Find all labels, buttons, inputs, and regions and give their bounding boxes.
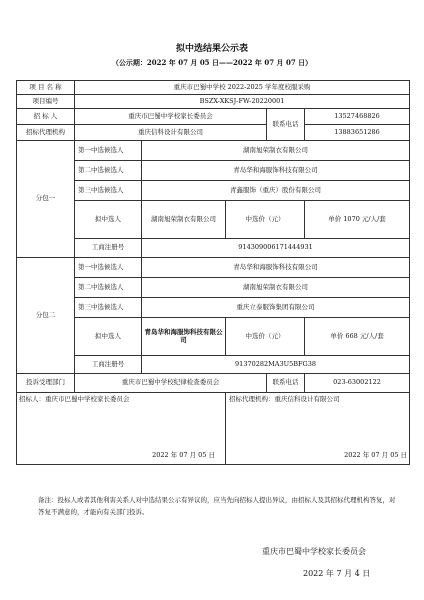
agency-label: 招标代理机构 xyxy=(17,125,75,141)
candidate-label: 第二中选候选人 xyxy=(75,161,142,181)
winner-label: 拟中选人 xyxy=(75,201,142,239)
winner-value: 湖南旭荣制衣有限公司 xyxy=(142,201,226,239)
footer-organization: 重庆市巴蜀中学校家长委员会 xyxy=(262,547,366,556)
contact-label: 联系电话 xyxy=(267,109,305,141)
candidate-value: 重庆立泰服饰集团有限公司 xyxy=(142,298,410,318)
package-1-label: 分包一 xyxy=(17,141,75,258)
reg-label: 工商注册号 xyxy=(75,356,142,374)
result-table xyxy=(16,80,410,465)
agency-signature-date: 2022 年 07 月 05 日 xyxy=(344,450,408,459)
package-2-label: 分包二 xyxy=(17,258,75,374)
winner-value: 青岛华和海服饰科技有限公司 xyxy=(142,318,226,356)
project-name-value: 重庆市巴蜀中学校 2022-2025 学年度校服采购 xyxy=(75,81,410,95)
price-value: 单价 668 元/人/套 xyxy=(305,318,410,356)
publicity-period: （公示期：2022 年 07 月 05 日——2022 年 07 月 07 日） xyxy=(111,58,313,67)
candidate-value: 青鑫服饰（重庆）股份有限公司 xyxy=(142,181,410,201)
candidate-label: 第一中选候选人 xyxy=(75,258,142,278)
candidate-label: 第三中选候选人 xyxy=(75,298,142,318)
candidate-value: 青岛华和海服饰科技有限公司 xyxy=(142,161,410,181)
complaint-phone: 023-63002122 xyxy=(305,374,410,393)
agency-phone: 13883651286 xyxy=(305,125,410,141)
candidate-value: 湖南旭荣制衣有限公司 xyxy=(142,278,410,298)
reg-value: 91370282MA3U5BFG38 xyxy=(142,356,410,374)
candidate-label: 第二中选候选人 xyxy=(75,278,142,298)
candidate-value: 湖南旭荣制衣有限公司 xyxy=(142,141,410,161)
winner-label: 拟中选人 xyxy=(75,318,142,356)
project-no-label: 项目编号 xyxy=(17,95,75,109)
price-value: 单价 1070 元/人/套 xyxy=(305,201,410,239)
agency-signature-label: 招标代理机构：重庆信科设计有限公司 xyxy=(229,395,340,403)
tenderer-signature-box xyxy=(17,393,226,465)
tenderer-phone: 13527468826 xyxy=(305,109,410,125)
candidate-label: 第三中选候选人 xyxy=(75,181,142,201)
page-title: 拟中选结果公示表 xyxy=(175,44,248,54)
complaint-contact-label: 联系电话 xyxy=(267,374,305,393)
footer-date: 2022 年 7 月 4 日 xyxy=(303,569,371,578)
candidate-label: 第一中选候选人 xyxy=(75,141,142,161)
price-label: 中选价（元） xyxy=(226,318,305,356)
reg-label: 工商注册号 xyxy=(75,239,142,258)
price-label: 中选价（元） xyxy=(226,201,305,239)
reg-value: 914309006171444931 xyxy=(142,239,410,258)
tenderer-signature-date: 2022 年 07 月 05 日 xyxy=(152,450,215,459)
tenderer-label: 招 标 人 xyxy=(17,109,75,125)
agency-value: 重庆信科设计有限公司 xyxy=(75,125,267,141)
candidate-value: 青岛华和海服饰科技有限公司 xyxy=(142,258,410,278)
tenderer-value: 重庆市巴蜀中学校家长委员会 xyxy=(75,109,267,125)
project-name-label: 项 目 名 称 xyxy=(17,81,75,95)
complaint-label: 投诉受理部门 xyxy=(17,374,75,393)
complaint-value: 重庆市巴蜀中学校纪律检查委员会 xyxy=(75,374,267,393)
tenderer-signature-label: 招标人：重庆市巴蜀中学校家长委员会 xyxy=(19,395,130,403)
agency-signature-box xyxy=(226,393,410,465)
remark-note: 备注：投标人或者其他利害关系人对中选结果公示有异议的，应当先向招标人提出异议，由招标人及其招标代理机构答复，对答复不满意的，才能向有关部门投诉。 xyxy=(38,496,396,516)
project-no-value: BSZX-XKSJ-FW-20220001 xyxy=(75,95,410,109)
